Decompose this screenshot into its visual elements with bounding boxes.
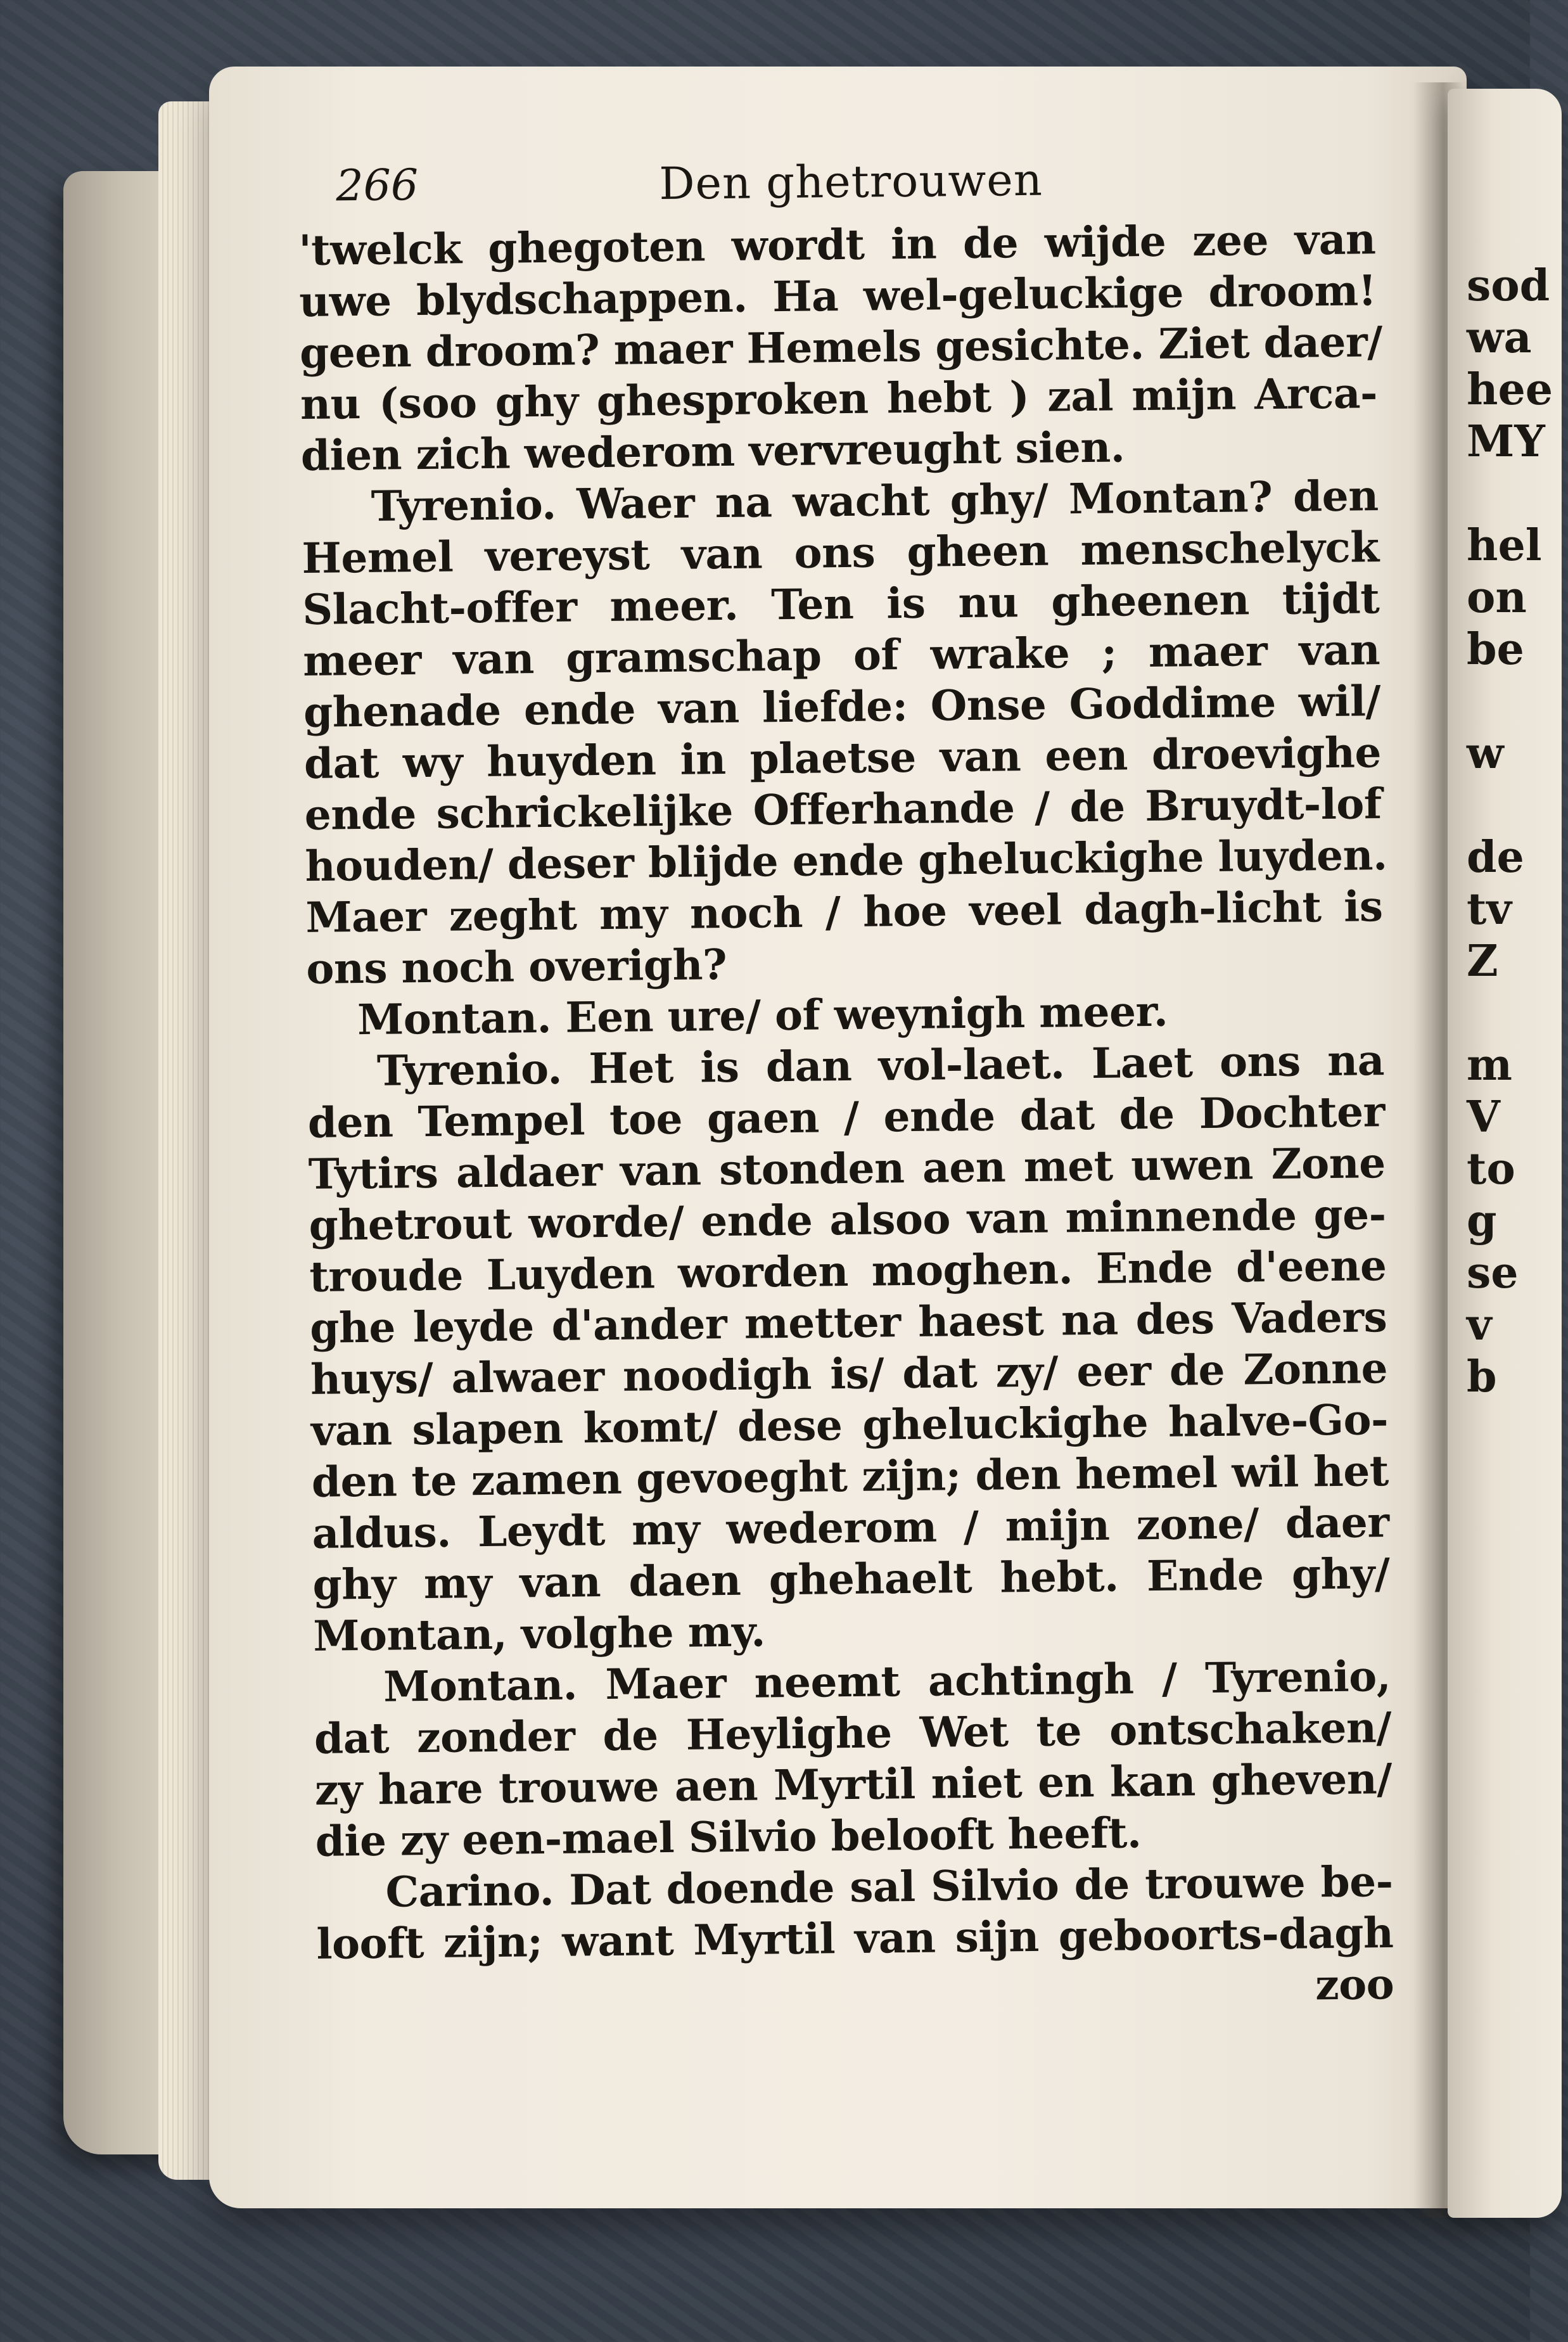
text-line: Tyrenio. Waer na wacht ghy/ Montan? den — [371, 471, 1379, 531]
right-page — [1448, 89, 1562, 2218]
text-line: aldus. Leydt my wederom / mijn zone/ daer — [312, 1497, 1389, 1558]
text-line: Montan. Maer neemt achtingh / Tyrenio, — [383, 1651, 1391, 1712]
text-line: Montan. Een ure/ of weynigh meer. — [357, 986, 1168, 1045]
right-page-fragment — [1467, 779, 1568, 831]
right-page-fragment: be — [1467, 624, 1524, 675]
text-line: Maer zeght my noch / hoe veel dagh-licht is — [305, 881, 1383, 942]
text-line: 'twelck ghegoten wordt in de wijde zee van — [298, 214, 1376, 275]
right-page-fragment — [1467, 675, 1568, 727]
text-line: troude Luyden worden moghen. Ende d'eene — [309, 1241, 1387, 1302]
text-line: den Tempel toe gaen / ende dat de Dochter — [307, 1087, 1386, 1148]
body-text — [298, 214, 1394, 1970]
catchword: zoo — [1315, 1959, 1394, 2010]
right-page-fragment: sod — [1467, 260, 1550, 311]
right-page-fragment: se — [1467, 1248, 1519, 1298]
right-page-fragment — [1467, 987, 1568, 1039]
right-page-fragment: g — [1467, 1196, 1497, 1246]
text-line: meer van gramschap of wrake ; maer van — [302, 625, 1380, 686]
text-line: ons noch overigh? — [305, 939, 727, 994]
text-line: looft zijn; want Myrtil van sijn geboorts-dagh — [316, 1908, 1394, 1969]
text-line: ende schrickelijke Offerhande / de Bruydt-lof — [304, 779, 1382, 840]
text-line: ghenade ende van liefde: Onse Goddime wil/ — [303, 676, 1381, 737]
right-page-fragment — [1467, 468, 1568, 520]
text-line: nu (soo ghy ghesproken hebt ) zal mijn Arca- — [300, 368, 1378, 429]
right-page-fragment: m — [1467, 1040, 1512, 1091]
text-line: ghy my van daen ghehaelt hebt. Ende ghy/ — [312, 1549, 1390, 1609]
text-line: ghetrout worde/ ende alsoo van minnende ge- — [309, 1189, 1386, 1250]
right-page-fragment: de — [1467, 832, 1524, 883]
text-line: Montan, volghe my. — [312, 1606, 766, 1661]
right-page-fragment: v — [1467, 1300, 1492, 1350]
text-line: Slacht-offer meer. Ten is nu gheenen tijdt — [302, 573, 1380, 634]
right-page-fragment: wa — [1467, 312, 1532, 363]
text-line: Tytirs aldaer van stonden aen met uwen Zone — [308, 1138, 1386, 1199]
right-page-fragment: hel — [1467, 520, 1542, 571]
page-text-block — [298, 150, 1394, 2021]
right-page-fragment: tv — [1467, 884, 1512, 935]
text-line: Hemel vereyst van ons gheen menschelyck — [302, 522, 1379, 583]
text-line: houden/ deser blijde ende gheluckighe luyden. — [305, 830, 1387, 891]
text-line: den te zamen gevoeght zijn; den hemel wil het — [311, 1446, 1389, 1507]
text-line: uwe blydschappen. Ha wel-geluckige droom! — [298, 266, 1377, 326]
text-line: dat wy huyden in plaetse van een droevighe — [303, 727, 1382, 788]
right-page-fragment: on — [1467, 572, 1527, 623]
text-line: ghe leyde d'ander metter haest na des Vaders — [309, 1292, 1387, 1353]
right-page-fragment: b — [1467, 1352, 1497, 1402]
right-page-fragment: Z — [1467, 936, 1498, 987]
right-page-fragment: hee — [1467, 364, 1553, 415]
text-line: huys/ alwaer noodigh is/ dat zy/ eer de Zonne — [310, 1343, 1388, 1404]
running-title: Den ghetrouwen — [658, 153, 1043, 210]
page-number: 266 — [335, 160, 419, 212]
text-line: die zy een-mael Silvio belooft heeft. — [315, 1808, 1142, 1866]
right-page-fragment: w — [1467, 728, 1504, 779]
right-page-fragment: V — [1467, 1092, 1500, 1142]
right-page-fragment: to — [1467, 1144, 1515, 1194]
right-page-fragment: MY — [1467, 416, 1545, 467]
text-line: geen droom? maer Hemels gesichte. Ziet daer/ — [299, 317, 1383, 378]
text-line: Carino. Dat doende sal Silvio de trouwe be- — [385, 1857, 1393, 1917]
right-page-text-fragments — [1467, 260, 1568, 1403]
text-line: van slapen komt/ dese gheluckighe halve-Go- — [310, 1395, 1389, 1456]
text-line: dien zich wederom vervreught sien. — [300, 422, 1125, 480]
text-line: zy hare trouwe aen Myrtil niet en kan gheven/ — [314, 1754, 1393, 1815]
text-line: dat zonder de Heylighe Wet te ontschaken/ — [314, 1703, 1392, 1763]
page-header — [298, 150, 1375, 225]
text-line: Tyrenio. Het is dan vol-laet. Laet ons na — [376, 1035, 1385, 1096]
